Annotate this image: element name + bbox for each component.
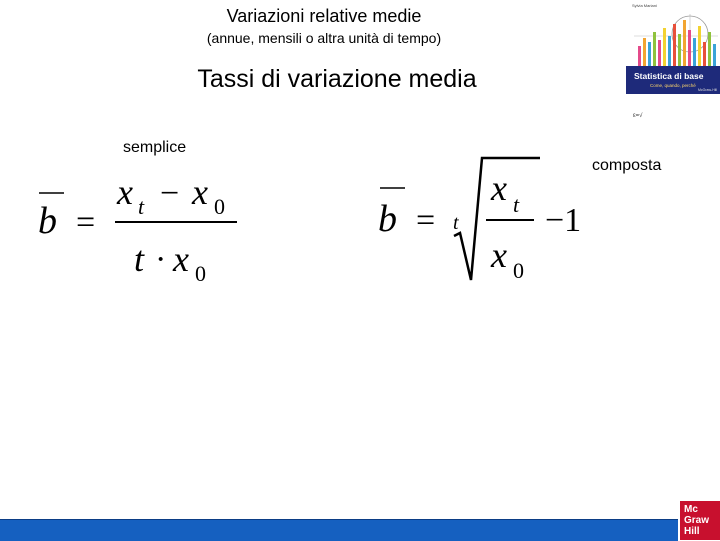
mcgraw-hill-logo	[680, 501, 720, 540]
formula-lhs: b	[38, 200, 57, 242]
root-numerator-x: x	[491, 168, 507, 208]
logo-line-2: Graw	[684, 515, 710, 526]
slide-title: Variazioni relative medie	[226, 6, 422, 26]
cover-band	[626, 66, 720, 94]
numerator-x-sub: t	[138, 194, 145, 219]
minus-one: −1	[545, 202, 582, 239]
numerator-x0-sub: 0	[214, 194, 225, 219]
equals-sign: =	[416, 202, 436, 239]
cover-scribble: ε=√	[633, 113, 643, 119]
cover-publisher: McGraw-Hill	[698, 88, 718, 92]
denominator-t: t	[134, 239, 145, 279]
book-cover	[626, 0, 720, 128]
footer-bar	[0, 519, 678, 541]
label-compound: composta	[592, 157, 662, 174]
cover-subtitle: Come, quando, perché	[650, 83, 696, 88]
numerator-x: x	[117, 172, 133, 212]
root-denominator-sub: 0	[513, 258, 524, 283]
numerator-x0: x	[192, 172, 208, 212]
formula-simple	[30, 170, 250, 290]
logo-line-3: Hill	[684, 526, 700, 537]
denominator-x: x	[173, 239, 189, 279]
slide-heading: Tassi di variazione media	[197, 65, 477, 93]
minus-sign: −	[160, 175, 180, 212]
root-index: t	[453, 212, 459, 234]
root-numerator-sub: t	[513, 192, 520, 217]
dot-operator: ·	[155, 241, 167, 278]
formula-lhs: b	[378, 198, 397, 240]
denominator-x-sub: 0	[195, 261, 206, 286]
cover-art	[634, 14, 718, 66]
cover-author: Sylvia Mariani	[632, 3, 657, 8]
equals-sign: =	[76, 204, 96, 241]
label-simple: semplice	[123, 139, 187, 156]
logo-line-1: Mc	[684, 504, 698, 515]
slide-subtitle: (annue, mensili o altra unità di tempo)	[206, 30, 442, 46]
formula-compound	[370, 150, 600, 290]
root-denominator-x: x	[491, 235, 507, 275]
cover-title: Statistica di base	[634, 71, 704, 81]
